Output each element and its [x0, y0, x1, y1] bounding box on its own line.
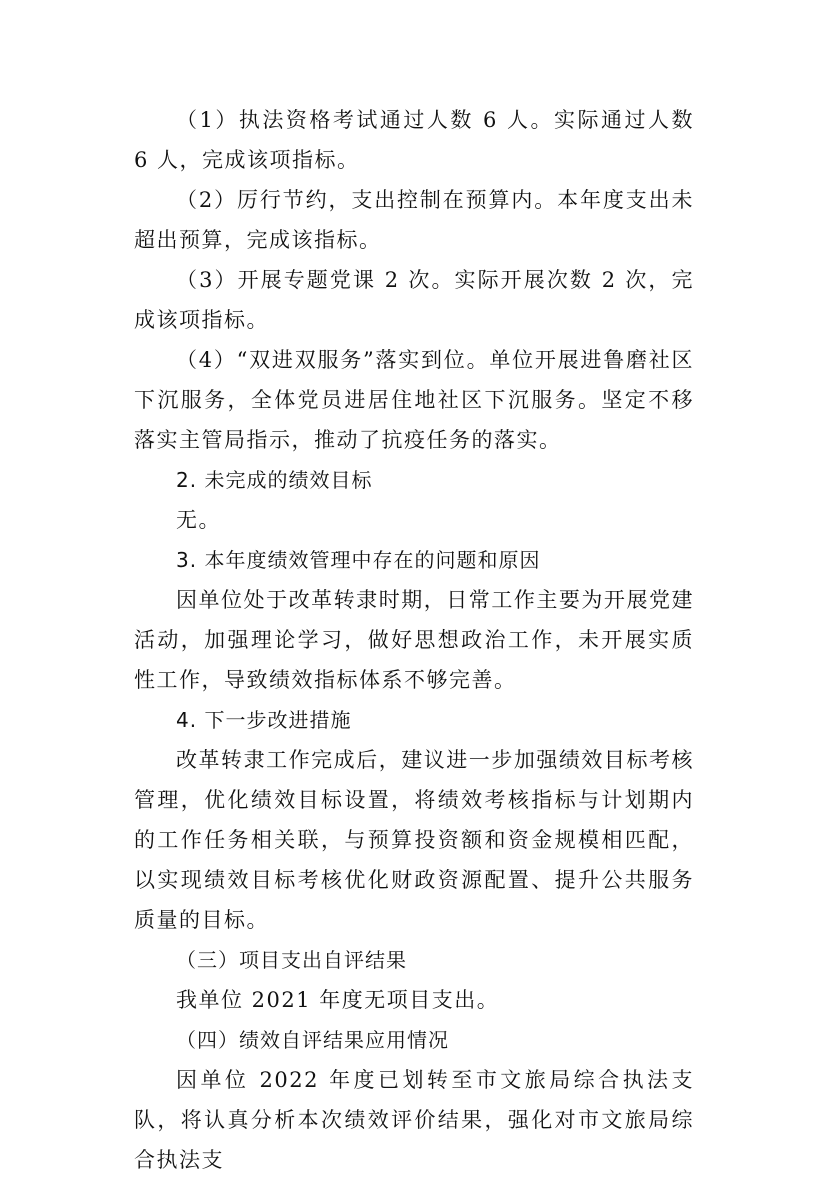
results-application-paragraph: 因单位 2022 年度已划转至市文旅局综合执法支队，将认真分析本次绩效评价结果，强化对市文旅局综合执法支 [134, 1068, 694, 1172]
indicator-paragraph-1: （1）执法资格考试通过人数 6 人。实际通过人数 6 人，完成该项指标。 [134, 108, 694, 172]
section-heading-improvements: 4. 下一步改进措施 [176, 708, 352, 732]
project-expenditure-paragraph: 我单位 2021 年度无项目支出。 [176, 988, 500, 1012]
indicator-paragraph-2: （2）厉行节约，支出控制在预算内。本年度支出未超出预算，完成该指标。 [134, 188, 694, 252]
document-body [134, 100, 694, 1180]
indicator-paragraph-3: （3）开展专题党课 2 次。实际开展次数 2 次，完成该项指标。 [134, 268, 694, 332]
section-heading-project-expenditure: （三）项目支出自评结果 [176, 948, 407, 972]
problems-paragraph: 因单位处于改革转隶时期，日常工作主要为开展党建活动，加强理论学习，做好思想政治工作，未开展实质性工作，导致绩效指标体系不够完善。 [134, 588, 694, 692]
unfinished-goals-paragraph: 无。 [176, 508, 221, 532]
section-heading-results-application: （四）绩效自评结果应用情况 [176, 1028, 449, 1052]
section-heading-problems: 3. 本年度绩效管理中存在的问题和原因 [176, 548, 541, 572]
section-heading-unfinished-goals: 2. 未完成的绩效目标 [176, 468, 373, 492]
indicator-paragraph-4: （4）“双进双服务”落实到位。单位开展进鲁磨社区下沉服务，全体党员进居住地社区下沉服务。坚定不移落实主管局指示，推动了抗疫任务的落实。 [134, 348, 694, 452]
improvements-paragraph: 改革转隶工作完成后，建议进一步加强绩效目标考核管理，优化绩效目标设置，将绩效考核指标与计划期内的工作任务相关联，与预算投资额和资金规模相匹配，以实现绩效目标考核优化财政资源配置、提升公共服务质量的目标。 [134, 748, 694, 932]
